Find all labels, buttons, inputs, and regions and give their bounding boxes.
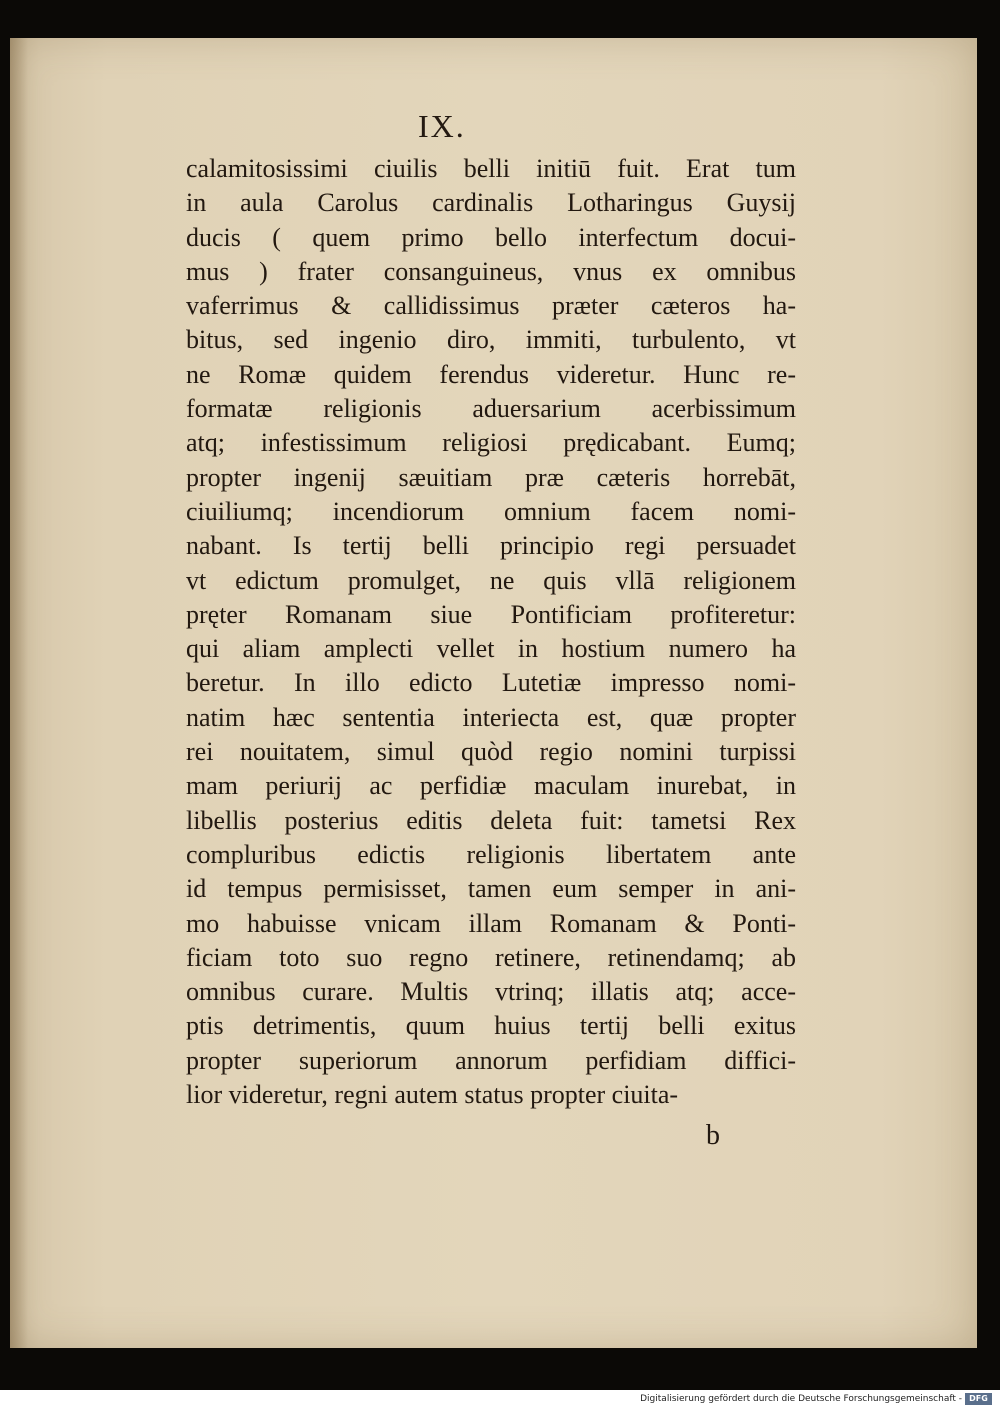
catchword: b bbox=[706, 1120, 720, 1151]
text-line: atq; infestissimum religiosi prędicabant. Eumq; bbox=[186, 428, 796, 458]
body-text bbox=[186, 152, 796, 1112]
text-line: propter superiorum annorum perfidiam diffici- bbox=[186, 1045, 796, 1075]
text-line: vaferrimus & callidissimus præter cæteros ha- bbox=[186, 291, 796, 321]
text-line: beretur. In illo edicto Lutetiæ impresso nomi- bbox=[186, 668, 796, 698]
text-line: nabant. Is tertij belli principio regi persuadet bbox=[186, 531, 796, 561]
text-line: ducis ( quem primo bello interfectum docui- bbox=[186, 222, 796, 252]
text-line: vt edictum promulget, ne quis vllā religionem bbox=[186, 565, 796, 595]
signature-mark: IX. bbox=[418, 108, 466, 144]
text-line: compluribus edictis religionis libertatem ante bbox=[186, 839, 796, 869]
text-line: calamitosissimi ciuilis belli initiū fuit. Erat tum bbox=[186, 154, 796, 183]
text-line: mo habuisse vnicam illam Romanam & Ponti- bbox=[186, 908, 796, 938]
text-line: omnibus curare. Multis vtrinq; illatis atq; acce- bbox=[186, 977, 796, 1007]
text-line: qui aliam amplecti vellet in hostium numero ha bbox=[186, 634, 796, 664]
text-line: libellis posterius editis deleta fuit: tametsi Rex bbox=[186, 805, 796, 835]
text-line: lior videretur, regni autem status propter ciuita- bbox=[186, 1080, 679, 1110]
text-line: ptis detrimentis, quum huius tertij belli exitus bbox=[186, 1011, 796, 1041]
text-line: ficiam toto suo regno retinere, retinendamq; ab bbox=[186, 942, 796, 972]
text-line: propter ingenij sæuitiam præ cæteris horrebāt, bbox=[186, 462, 796, 492]
text-line: id tempus permisisset, tamen eum semper in ani- bbox=[186, 874, 796, 904]
page-gutter-shadow bbox=[10, 38, 28, 1348]
text-line: pręter Romanam siue Pontificiam profiteretur: bbox=[186, 599, 796, 629]
text-line: mus ) frater consanguineus, vnus ex omnibus bbox=[186, 256, 796, 286]
dfg-logo: DFG bbox=[965, 1393, 992, 1405]
text-line: natim hæc sententia interiecta est, quæ propter bbox=[186, 702, 796, 732]
text-line: rei nouitatem, simul quòd regio nomini turpissi bbox=[186, 737, 796, 767]
text-line: formatæ religionis aduersarium acerbissimum bbox=[186, 394, 796, 424]
digitization-credit: Digitalisierung gefördert durch die Deutsche Forschungsgemeinschaft - bbox=[640, 1394, 962, 1404]
text-line: mam periurij ac perfidiæ maculam inurebat, in bbox=[186, 771, 796, 801]
text-line: bitus, sed ingenio diro, immiti, turbulento, vt bbox=[186, 325, 796, 355]
text-line: ciuiliumq; incendiorum omnium facem nomi- bbox=[186, 496, 796, 526]
text-line: ne Romæ quidem ferendus videretur. Hunc re- bbox=[186, 359, 796, 389]
text-line: in aula Carolus cardinalis Lotharingus Guysij bbox=[186, 188, 796, 218]
